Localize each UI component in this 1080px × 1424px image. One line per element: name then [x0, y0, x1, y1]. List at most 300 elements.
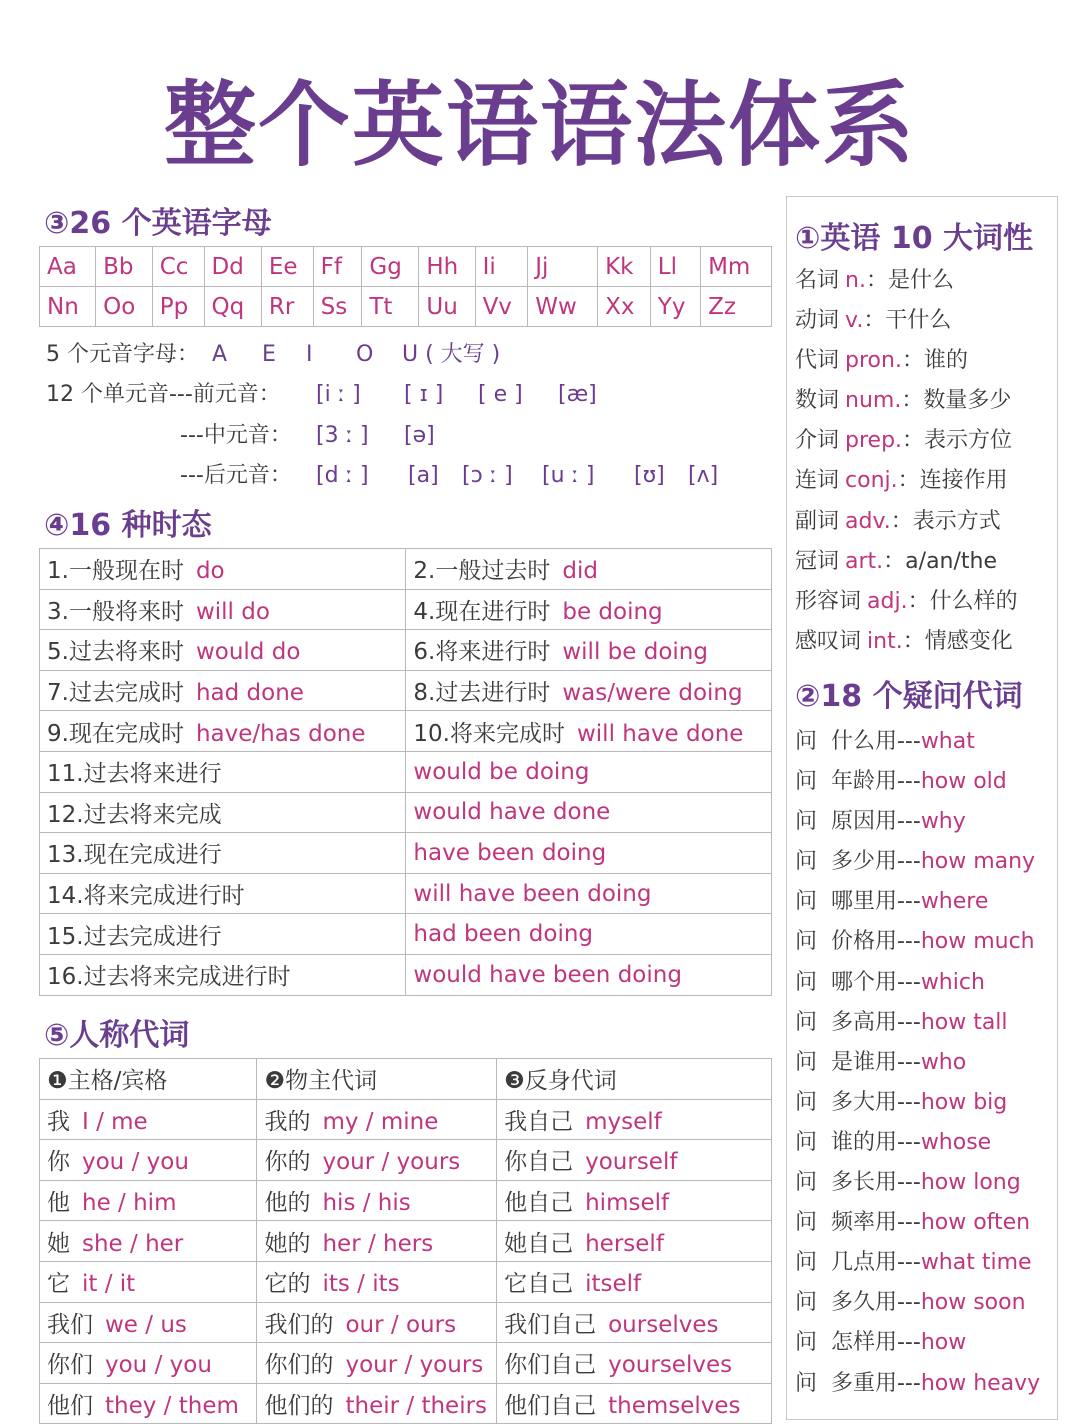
- part-of-speech-item: [795, 261, 1018, 301]
- pronoun-cell: [497, 1140, 772, 1181]
- interrogative-cn: 问 几点用---: [795, 1250, 921, 1276]
- tense-row: [40, 914, 772, 955]
- phoneme: [ɔ ː ]: [462, 463, 513, 488]
- tense-cell: [406, 549, 772, 590]
- tense-cell: [40, 589, 406, 630]
- pos-cn: 代词: [795, 348, 840, 374]
- pronoun-cn: 你们: [47, 1352, 93, 1379]
- mid-vowels-line: [180, 418, 435, 449]
- tenses-table: [39, 548, 772, 996]
- interrogative-en: how often: [920, 1210, 1031, 1236]
- letter-cell: Tt: [362, 287, 419, 327]
- vowel-letter: O: [356, 342, 374, 367]
- part-of-speech-item: [795, 582, 1018, 622]
- interrogative-en: how long: [920, 1170, 1021, 1196]
- tense-cell: [406, 873, 772, 914]
- pronoun-cn: 她: [47, 1230, 70, 1257]
- letter-cell: Ee: [261, 247, 313, 287]
- pronoun-cn: 他: [47, 1190, 70, 1217]
- interrogative-cn: 问 频率用---: [795, 1210, 921, 1236]
- vowel-letter: E: [262, 342, 276, 367]
- letter-cell: Uu: [419, 287, 475, 327]
- interrogatives-heading: ②18 个疑问代词: [795, 679, 1023, 714]
- pronoun-row: [40, 1180, 772, 1221]
- pronoun-cn: 它的: [264, 1271, 311, 1298]
- interrogative-en: what: [920, 729, 975, 754]
- interrogative-item: [795, 1003, 1040, 1043]
- pos-cn: 连词: [795, 468, 840, 494]
- part-of-speech-item: [795, 502, 1018, 542]
- alphabet-heading: ③26 个英语字母: [44, 206, 272, 241]
- interrogatives-list: [795, 722, 1040, 1404]
- pos-abbr: adv.: [845, 508, 891, 534]
- pronoun-cell: [40, 1099, 257, 1140]
- tense-form: would do: [195, 639, 301, 666]
- pronoun-en: their / theirs: [345, 1393, 488, 1420]
- pronoun-en: you / you: [82, 1149, 189, 1176]
- tense-cell: [40, 792, 406, 833]
- pronoun-cn: 我们: [47, 1311, 93, 1338]
- pronoun-cell: [40, 1302, 257, 1343]
- pronoun-en: she / her: [82, 1230, 184, 1257]
- phoneme: [3 ː ]: [316, 423, 369, 448]
- interrogative-item: [795, 1043, 1040, 1083]
- interrogative-cn: 问 什么用---: [795, 729, 921, 754]
- pronoun-en: yourselves: [608, 1352, 733, 1379]
- interrogative-en: how big: [920, 1089, 1008, 1115]
- pronoun-en: your / yours: [345, 1352, 484, 1379]
- pronoun-cell: [40, 1261, 257, 1302]
- pronoun-en: myself: [585, 1108, 662, 1135]
- letter-cell: Gg: [362, 247, 419, 287]
- interrogative-cn: 问 价格用---: [795, 929, 921, 955]
- pronoun-en: your / yours: [322, 1149, 461, 1176]
- interrogative-cn: 问 哪里用---: [795, 889, 921, 915]
- pos-abbr: int.: [867, 628, 903, 654]
- tense-form: would have done: [413, 799, 611, 826]
- tense-row: [40, 589, 772, 630]
- letter-cell: Hh: [419, 247, 475, 287]
- pronoun-en: themselves: [608, 1393, 741, 1420]
- pronoun-cell: [40, 1221, 257, 1262]
- tense-name: 8.过去进行时: [413, 680, 551, 707]
- phoneme: [æ]: [558, 382, 597, 407]
- letter-cell: Oo: [96, 287, 153, 327]
- pronoun-cell: [497, 1383, 772, 1424]
- interrogative-en: how heavy: [920, 1370, 1041, 1396]
- interrogative-item: [795, 762, 1040, 802]
- tense-name: 12.过去将来完成: [47, 801, 222, 828]
- right-panel: [786, 196, 1058, 1420]
- letter-cell: Yy: [650, 287, 700, 327]
- tense-cell: [406, 954, 772, 995]
- tense-cell: [406, 711, 772, 752]
- letter-cell: Kk: [598, 247, 651, 287]
- pos-cn: 副词: [795, 508, 840, 534]
- interrogative-cn: 问 哪个用---: [795, 969, 921, 995]
- tense-cell: [406, 589, 772, 630]
- pos-abbr: adj.: [867, 588, 908, 614]
- pronoun-en: ourselves: [608, 1311, 719, 1338]
- interrogative-en: what time: [920, 1250, 1032, 1276]
- pronoun-row: [40, 1140, 772, 1181]
- pronoun-cn: 他们的: [264, 1393, 334, 1420]
- pos-desc: ：a/an/the: [883, 548, 998, 574]
- interrogative-item: [795, 882, 1040, 922]
- interrogative-cn: 问 年龄用---: [795, 769, 921, 795]
- vowel-letters-line: [46, 337, 500, 368]
- tense-row: [40, 630, 772, 671]
- pronoun-header: ❸反身代词: [497, 1059, 772, 1100]
- part-of-speech-item: [795, 341, 1018, 381]
- pronoun-row: [40, 1383, 772, 1424]
- interrogative-cn: 问 多少用---: [795, 849, 921, 875]
- pronoun-cell: [40, 1383, 257, 1424]
- pos-desc: ：数量多少: [901, 388, 1012, 414]
- pos-cn: 冠词: [795, 548, 840, 574]
- tense-cell: [40, 954, 406, 995]
- pronoun-cn: 你自己: [504, 1149, 574, 1176]
- interrogative-item: [795, 1123, 1040, 1163]
- tense-row: [40, 751, 772, 792]
- pos-abbr: prep.: [845, 428, 903, 454]
- pronoun-cn: 你: [47, 1149, 70, 1176]
- pos-desc: ：情感变化: [902, 628, 1013, 654]
- pronoun-header: ❶主格/宾格: [40, 1059, 257, 1100]
- tense-name: 11.过去将来进行: [47, 761, 222, 788]
- pronoun-en: we / us: [105, 1311, 187, 1338]
- pronoun-cn: 她自己: [504, 1230, 574, 1257]
- pos-cn: 数词: [795, 388, 840, 414]
- tense-form: had done: [195, 680, 304, 707]
- tense-row: [40, 549, 772, 590]
- tense-form: would be doing: [413, 758, 590, 785]
- pronoun-cn: 我们的: [264, 1311, 334, 1338]
- parts-of-speech-heading: ①英语 10 大词性: [795, 221, 1034, 256]
- pronouns-table: [39, 1058, 772, 1424]
- tense-form: have been doing: [413, 839, 607, 866]
- tense-cell: [406, 833, 772, 874]
- tense-name: 5.过去将来时: [47, 639, 184, 666]
- tense-cell: [406, 792, 772, 833]
- pronoun-cell: [497, 1180, 772, 1221]
- page-title: 整个英语语法体系: [163, 72, 916, 179]
- pronoun-cn: 我们自己: [504, 1311, 597, 1338]
- interrogative-en: who: [920, 1049, 967, 1075]
- pronoun-cn: 你们的: [264, 1352, 334, 1379]
- tenses-heading: ④16 种时态: [44, 508, 212, 543]
- phoneme: [ʌ]: [688, 463, 719, 488]
- tense-form: had been doing: [413, 921, 594, 948]
- pos-desc: ：干什么: [863, 308, 952, 334]
- pronoun-cell: [257, 1383, 497, 1424]
- pronoun-en: they / them: [105, 1393, 239, 1420]
- alphabet-row: [40, 287, 772, 327]
- letter-cell: Dd: [204, 247, 261, 287]
- vowel-letter: U ( 大写 ): [402, 342, 501, 367]
- tense-name: 9.现在完成时: [47, 720, 184, 747]
- letter-cell: Jj: [528, 247, 598, 287]
- tense-cell: [40, 833, 406, 874]
- interrogative-cn: 问 多长用---: [795, 1170, 921, 1196]
- interrogative-item: [795, 963, 1040, 1003]
- pronoun-cn: 我: [47, 1108, 70, 1135]
- vowel-letters-label: 5 个元音字母：: [46, 342, 199, 367]
- pos-abbr: art.: [845, 548, 884, 574]
- tense-row: [40, 792, 772, 833]
- interrogative-cn: 问 怎样用---: [795, 1330, 921, 1356]
- interrogative-item: [795, 922, 1040, 962]
- pronoun-en: itself: [585, 1271, 642, 1298]
- pronoun-cell: [257, 1343, 497, 1384]
- interrogative-item: [795, 1243, 1040, 1283]
- part-of-speech-item: [795, 421, 1018, 461]
- vowel-letter: A: [212, 342, 228, 367]
- pos-cn: 形容词: [795, 588, 862, 614]
- interrogative-en: where: [920, 889, 989, 915]
- letter-cell: Rr: [261, 287, 313, 327]
- tense-name: 6.将来进行时: [413, 639, 551, 666]
- pronoun-cn: 你们自己: [504, 1352, 597, 1379]
- tense-name: 3.一般将来时: [47, 598, 184, 625]
- letter-cell: Vv: [475, 287, 528, 327]
- pos-abbr: n.: [845, 268, 866, 293]
- tense-form: will do: [195, 598, 270, 625]
- letter-cell: Nn: [40, 287, 96, 327]
- tense-row: [40, 954, 772, 995]
- pos-desc: ：表示方式: [890, 508, 1001, 534]
- tense-cell: [40, 549, 406, 590]
- pos-desc: ：是什么: [865, 268, 954, 293]
- interrogative-en: which: [920, 969, 985, 995]
- tense-form: have/has done: [195, 720, 366, 747]
- tense-name: 7.过去完成时: [47, 680, 184, 707]
- interrogative-cn: 问 多高用---: [795, 1009, 921, 1035]
- letter-cell: Pp: [152, 287, 204, 327]
- interrogative-item: [795, 842, 1040, 882]
- pronoun-cn: 它: [47, 1271, 70, 1298]
- tense-form: do: [195, 558, 225, 585]
- letter-cell: Bb: [96, 247, 153, 287]
- mid-label: ---中元音：: [180, 423, 292, 448]
- pos-cn: 名词: [795, 268, 840, 293]
- phoneme: [ə]: [404, 423, 435, 448]
- letter-cell: Ss: [313, 287, 362, 327]
- pronoun-cn: 他们: [47, 1393, 93, 1420]
- monophthongs-label: 12 个单元音---前元音：: [46, 382, 281, 407]
- interrogative-en: whose: [920, 1129, 992, 1155]
- interrogative-en: how: [920, 1330, 967, 1356]
- pronoun-cell: [40, 1180, 257, 1221]
- tense-name: 2.一般过去时: [413, 558, 551, 585]
- interrogative-item: [795, 722, 1040, 762]
- pronoun-cell: [40, 1140, 257, 1181]
- phoneme: [i ː ]: [316, 382, 361, 407]
- tense-form: did: [562, 558, 598, 585]
- interrogative-en: how much: [920, 929, 1035, 955]
- tense-name: 4.现在进行时: [413, 598, 551, 625]
- tense-row: [40, 670, 772, 711]
- pronoun-en: himself: [585, 1190, 670, 1217]
- letter-cell: Cc: [152, 247, 204, 287]
- tense-name: 15.过去完成进行: [47, 923, 222, 950]
- part-of-speech-item: [795, 301, 1018, 341]
- interrogative-item: [795, 1163, 1040, 1203]
- tense-name: 10.将来完成时: [413, 720, 565, 747]
- tense-form: would have been doing: [413, 961, 682, 988]
- interrogative-en: how tall: [920, 1009, 1008, 1035]
- letter-cell: Xx: [598, 287, 651, 327]
- tense-form: will be doing: [562, 639, 708, 666]
- pronoun-cell: [257, 1140, 497, 1181]
- pronoun-row: [40, 1261, 772, 1302]
- pronoun-header-row: [40, 1059, 772, 1100]
- tense-cell: [406, 914, 772, 955]
- pos-cn: 感叹词: [795, 628, 862, 654]
- back-label: ---后元音：: [180, 463, 292, 488]
- pronoun-cn: 我自己: [504, 1108, 574, 1135]
- pronoun-cn: 他的: [264, 1190, 311, 1217]
- pos-desc: ：表示方位: [902, 428, 1013, 454]
- pronoun-cell: [497, 1343, 772, 1384]
- alphabet-table: [39, 246, 772, 327]
- pronoun-cell: [257, 1302, 497, 1343]
- pronoun-en: it / it: [82, 1271, 136, 1298]
- interrogative-cn: 问 多重用---: [795, 1370, 921, 1396]
- letter-cell: Ll: [650, 247, 700, 287]
- pronoun-en: our / ours: [345, 1311, 457, 1338]
- part-of-speech-item: [795, 542, 1018, 582]
- pos-abbr: v.: [845, 308, 864, 334]
- pos-cn: 动词: [795, 308, 840, 334]
- pos-cn: 介词: [795, 428, 840, 454]
- pronoun-en: you / you: [105, 1352, 212, 1379]
- tense-cell: [406, 751, 772, 792]
- tense-row: [40, 873, 772, 914]
- interrogative-cn: 问 多久用---: [795, 1290, 921, 1316]
- pronoun-cell: [497, 1302, 772, 1343]
- pronoun-en: herself: [585, 1230, 664, 1257]
- parts-of-speech-list: [795, 261, 1018, 662]
- tense-cell: [40, 914, 406, 955]
- pronoun-en: his / his: [322, 1190, 411, 1217]
- pronoun-en: my / mine: [322, 1108, 439, 1135]
- pos-desc: ：谁的: [901, 348, 968, 374]
- phoneme: [ ɪ ]: [404, 382, 444, 407]
- part-of-speech-item: [795, 461, 1018, 501]
- tense-cell: [40, 711, 406, 752]
- interrogative-en: how old: [920, 769, 1007, 795]
- pronoun-row: [40, 1302, 772, 1343]
- tense-form: be doing: [562, 598, 663, 625]
- pos-abbr: num.: [845, 388, 902, 414]
- pronoun-en: its / its: [322, 1271, 400, 1298]
- tense-name: 14.将来完成进行时: [47, 883, 245, 910]
- pronoun-cn: 她的: [264, 1230, 311, 1257]
- tense-form: will have done: [576, 720, 744, 747]
- pronoun-header: ❷物主代词: [257, 1059, 497, 1100]
- pronoun-en: he / him: [82, 1190, 177, 1217]
- pos-desc: ：什么样的: [907, 588, 1018, 614]
- back-vowels-line: [180, 458, 718, 489]
- pos-desc: ：连接作用: [897, 468, 1008, 494]
- tense-cell: [406, 670, 772, 711]
- phoneme: [ʊ]: [634, 463, 665, 488]
- pronoun-row: [40, 1343, 772, 1384]
- pronoun-cn: 他自己: [504, 1190, 574, 1217]
- letter-cell: Zz: [701, 287, 772, 327]
- pronoun-cell: [497, 1261, 772, 1302]
- pronoun-en: yourself: [585, 1149, 678, 1176]
- tense-name: 16.过去将来完成进行时: [47, 964, 291, 991]
- interrogative-item: [795, 1364, 1040, 1404]
- vowel-letter: I: [306, 342, 313, 367]
- letter-cell: Ww: [528, 287, 598, 327]
- phoneme: [ e ]: [478, 382, 523, 407]
- tense-row: [40, 711, 772, 752]
- letter-cell: Qq: [204, 287, 261, 327]
- tense-cell: [40, 630, 406, 671]
- tense-cell: [40, 751, 406, 792]
- tense-cell: [40, 670, 406, 711]
- interrogative-en: how many: [920, 849, 1036, 875]
- interrogative-cn: 问 原因用---: [795, 809, 921, 835]
- pos-abbr: conj.: [845, 468, 898, 494]
- pronoun-cell: [40, 1343, 257, 1384]
- pos-abbr: pron.: [845, 348, 902, 374]
- interrogative-item: [795, 1283, 1040, 1323]
- letter-cell: Mm: [701, 247, 772, 287]
- interrogative-item: [795, 1083, 1040, 1123]
- phoneme: [d ː ]: [316, 463, 369, 488]
- interrogative-item: [795, 802, 1040, 842]
- interrogative-cn: 问 多大用---: [795, 1089, 921, 1115]
- pronoun-cn: 它自己: [504, 1271, 574, 1298]
- interrogative-cn: 问 谁的用---: [795, 1129, 921, 1155]
- pronoun-cn: 你的: [264, 1149, 311, 1176]
- tense-cell: [40, 873, 406, 914]
- pronoun-cell: [257, 1221, 497, 1262]
- tense-form: will have been doing: [413, 880, 652, 907]
- interrogative-cn: 问 是谁用---: [795, 1049, 921, 1075]
- interrogative-en: why: [920, 809, 966, 835]
- pronoun-cell: [497, 1099, 772, 1140]
- pronoun-cell: [257, 1099, 497, 1140]
- tense-name: 1.一般现在时: [47, 558, 184, 585]
- pronoun-row: [40, 1099, 772, 1140]
- interrogative-item: [795, 1323, 1040, 1363]
- pronoun-cell: [257, 1261, 497, 1302]
- interrogative-item: [795, 1203, 1040, 1243]
- pronoun-cn: 他们自己: [504, 1393, 597, 1420]
- tense-name: 13.现在完成进行: [47, 842, 222, 869]
- pronoun-cell: [497, 1221, 772, 1262]
- letter-cell: Ff: [313, 247, 362, 287]
- part-of-speech-item: [795, 622, 1018, 662]
- front-vowels-line: [46, 377, 597, 408]
- letter-cell: Aa: [40, 247, 96, 287]
- part-of-speech-item: [795, 381, 1018, 421]
- letter-cell: Ii: [475, 247, 528, 287]
- tense-row: [40, 833, 772, 874]
- pronoun-cn: 我的: [264, 1108, 311, 1135]
- pronoun-row: [40, 1221, 772, 1262]
- phoneme: [a]: [408, 463, 439, 488]
- alphabet-row: [40, 247, 772, 287]
- pronouns-heading: ⑤人称代词: [44, 1018, 190, 1053]
- pronoun-en: her / hers: [322, 1230, 434, 1257]
- pronoun-en: I / me: [82, 1108, 148, 1135]
